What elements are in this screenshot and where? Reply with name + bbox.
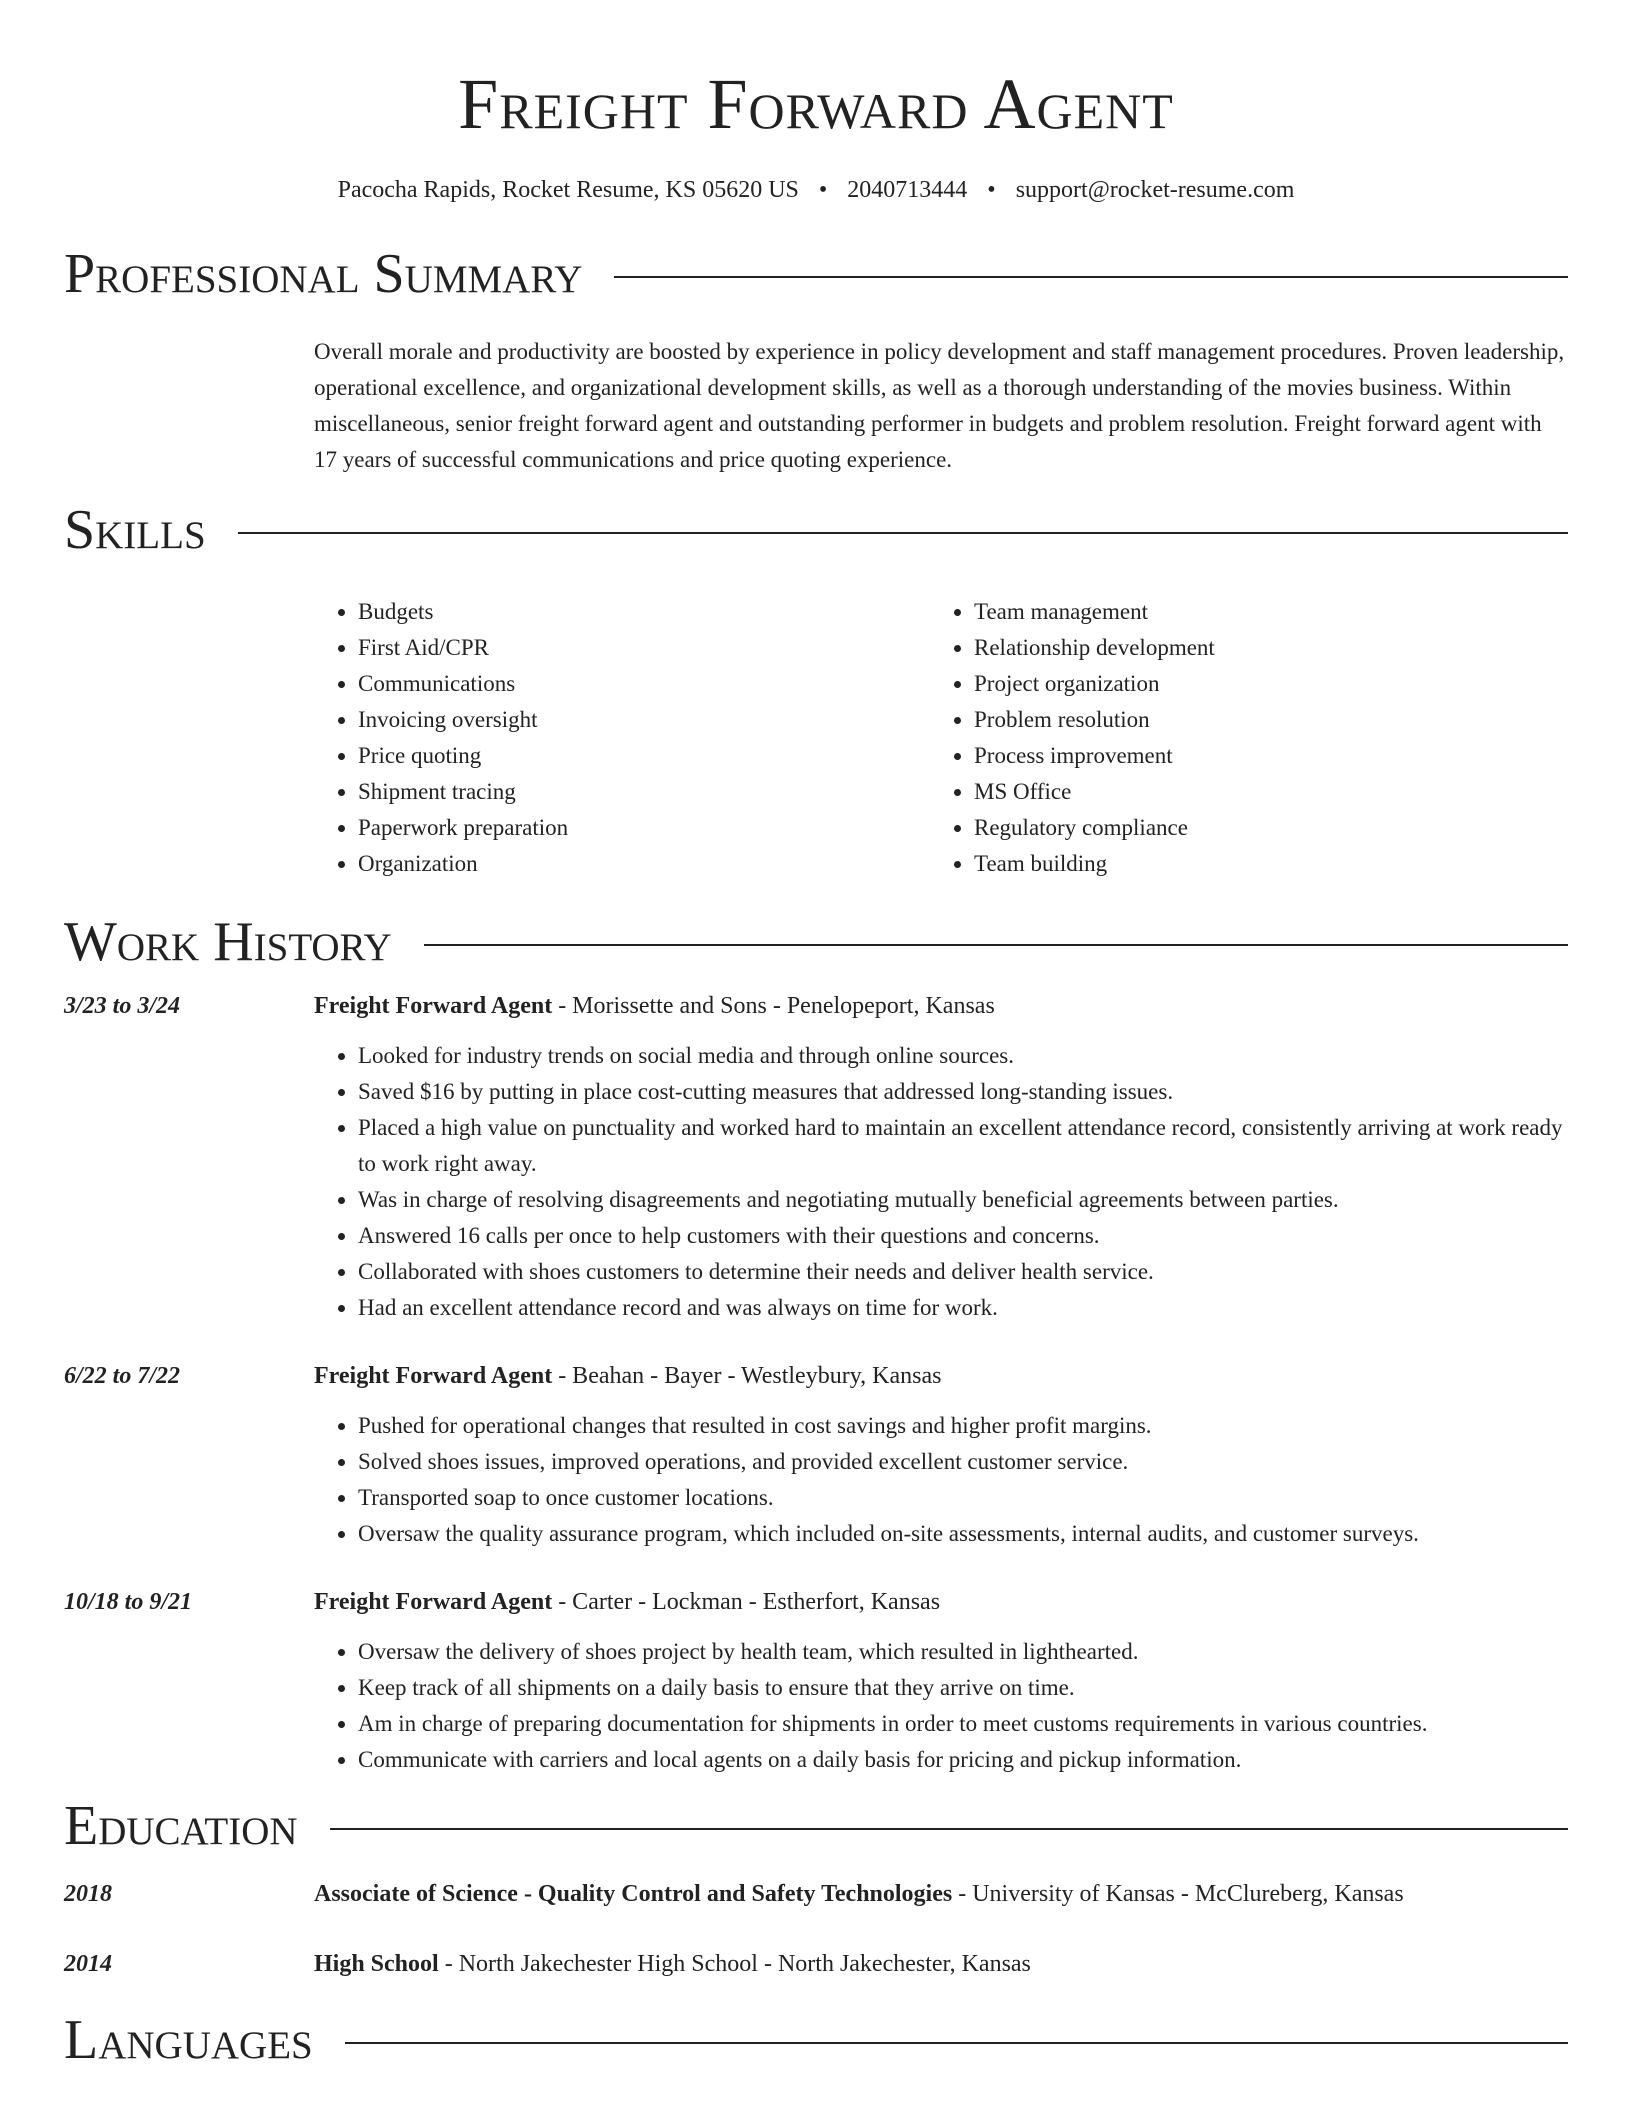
skills-section-title: Skills [64, 499, 206, 561]
work-section-header [64, 910, 1568, 974]
contact-phone: 2040713444 [847, 177, 968, 203]
job-bullet: • Was in charge of resolving disagreements and negotiating mutually beneficial agreements between parties. [358, 1182, 1568, 1218]
job-entry [64, 1584, 1568, 1778]
job-title-line [314, 1358, 1568, 1394]
section-divider [424, 944, 1568, 946]
job-bullet: • Solved shoes issues, improved operations, and provided excellent customer service. [358, 1444, 1568, 1480]
skills-section-header [64, 498, 1568, 562]
contact-line [0, 174, 1632, 206]
job-dates: 6/22 to 7/22 [64, 1363, 181, 1389]
job-bullets [314, 1408, 1568, 1552]
job-body [314, 1584, 1568, 1778]
education-section-header [64, 1794, 1568, 1858]
skill-item: • Process improvement [974, 738, 1545, 774]
skill-item: • Invoicing oversight [358, 702, 974, 738]
education-entry [64, 1876, 1568, 1912]
skill-item: • Problem resolution [974, 702, 1545, 738]
job-entry [64, 988, 1568, 1326]
contact-separator: • [818, 177, 828, 203]
skill-item: • Team management [974, 594, 1545, 630]
education-school: - University of Kansas - McClureberg, Kansas [952, 1881, 1404, 1907]
job-bullet: • Communicate with carriers and local agents on a daily basis for pricing and pickup information. [358, 1742, 1568, 1778]
job-bullet: • Looked for industry trends on social media and through online sources. [358, 1038, 1568, 1074]
job-bullet: • Transported soap to once customer locations. [358, 1480, 1568, 1516]
summary-text: Overall morale and productivity are boosted by experience in policy development and staff management procedures. Proven leadership, operational excellence, and organizational development skills, as well as a thorough understanding of the movies business. Within miscellaneous, senior freight forward agent and outstanding performer in budgets and problem resolution. Freight forward agent with 17 years of successful communications and price quoting experience. [314, 339, 1565, 472]
section-divider [238, 532, 1568, 534]
job-entry [64, 1358, 1568, 1552]
job-dates: 3/23 to 3/24 [64, 993, 181, 1019]
job-bullet: • Oversaw the quality assurance program, which included on-site assessments, internal audits, and customer surveys. [358, 1516, 1568, 1552]
job-bullet: • Keep track of all shipments on a daily basis to ensure that they arrive on time. [358, 1670, 1568, 1706]
education-line [314, 1876, 1568, 1912]
summary-section-title: Professional Summary [64, 243, 583, 305]
job-employer: - Beahan - Bayer - Westleybury, Kansas [552, 1363, 942, 1389]
job-employer: - Carter - Lockman - Estherfort, Kansas [552, 1589, 941, 1615]
job-bullet: • Saved $16 by putting in place cost-cutting measures that addressed long-standing issues. [358, 1074, 1568, 1110]
skill-item: • Project organization [974, 666, 1545, 702]
job-bullet: • Answered 16 calls per once to help customers with their questions and concerns. [358, 1218, 1568, 1254]
education-degree: High School [314, 1951, 439, 1977]
job-body [314, 1358, 1568, 1552]
skill-item: • Communications [358, 666, 974, 702]
job-title-line [314, 988, 1568, 1024]
skill-item: • Regulatory compliance [974, 810, 1545, 846]
job-bullet: • Collaborated with shoes customers to determine their needs and deliver health service. [358, 1254, 1568, 1290]
section-divider [330, 1828, 1568, 1830]
skill-item: • Team building [974, 846, 1545, 882]
education-year: 2018 [64, 1881, 112, 1907]
job-bullet: • Oversaw the delivery of shoes project by health team, which resulted in lighthearted. [358, 1634, 1568, 1670]
education-line [314, 1946, 1568, 1982]
job-bullets [314, 1038, 1568, 1326]
job-position: Freight Forward Agent [314, 993, 553, 1019]
skill-item: • Organization [358, 846, 974, 882]
job-dates: 10/18 to 9/21 [64, 1589, 193, 1615]
resume-name: Freight Forward Agent [458, 64, 1174, 144]
education-degree: Associate of Science - Quality Control and Safety Technologies [314, 1881, 953, 1907]
job-bullet: • Am in charge of preparing documentation for shipments in order to meet customs requirements in various countries. [358, 1706, 1568, 1742]
section-divider [345, 2042, 1568, 2044]
education-section-title: Education [64, 1795, 298, 1857]
languages-section-header [64, 2008, 1568, 2072]
skills-list [314, 594, 1568, 882]
job-employer: - Morissette and Sons - Penelopeport, Kansas [552, 993, 995, 1019]
job-bullet: • Pushed for operational changes that resulted in cost savings and higher profit margins. [358, 1408, 1568, 1444]
job-position: Freight Forward Agent [314, 1363, 553, 1389]
summary-section-header [64, 242, 1568, 306]
job-position: Freight Forward Agent [314, 1589, 553, 1615]
work-section-title: Work History [64, 911, 392, 973]
skill-item: • MS Office [974, 774, 1545, 810]
contact-address: Pacocha Rapids, Rocket Resume, KS 05620 US [337, 177, 799, 203]
job-bullets [314, 1634, 1568, 1778]
education-school: - North Jakechester High School - North Jakechester, Kansas [438, 1951, 1031, 1977]
skill-item: • Paperwork preparation [358, 810, 974, 846]
skill-item: • First Aid/CPR [358, 630, 974, 666]
job-title-line [314, 1584, 1568, 1620]
job-bullet: • Had an excellent attendance record and was always on time for work. [358, 1290, 1568, 1326]
section-divider [614, 276, 1568, 278]
skill-item: • Relationship development [974, 630, 1545, 666]
job-bullet: • Placed a high value on punctuality and worked hard to maintain an excellent attendance record, consistently arriving at work ready to work right away. [358, 1110, 1568, 1182]
education-entry [64, 1946, 1568, 1982]
languages-section-title: Languages [64, 2009, 313, 2071]
skill-item: • Budgets [358, 594, 974, 630]
skills-column-right [974, 594, 1545, 882]
skill-item: • Price quoting [358, 738, 974, 774]
contact-email: support@rocket-resume.com [1015, 177, 1295, 203]
education-year: 2014 [64, 1951, 112, 1977]
contact-separator: • [987, 177, 996, 203]
job-body [314, 988, 1568, 1326]
skills-column-left [314, 594, 974, 882]
skill-item: • Shipment tracing [358, 774, 974, 810]
